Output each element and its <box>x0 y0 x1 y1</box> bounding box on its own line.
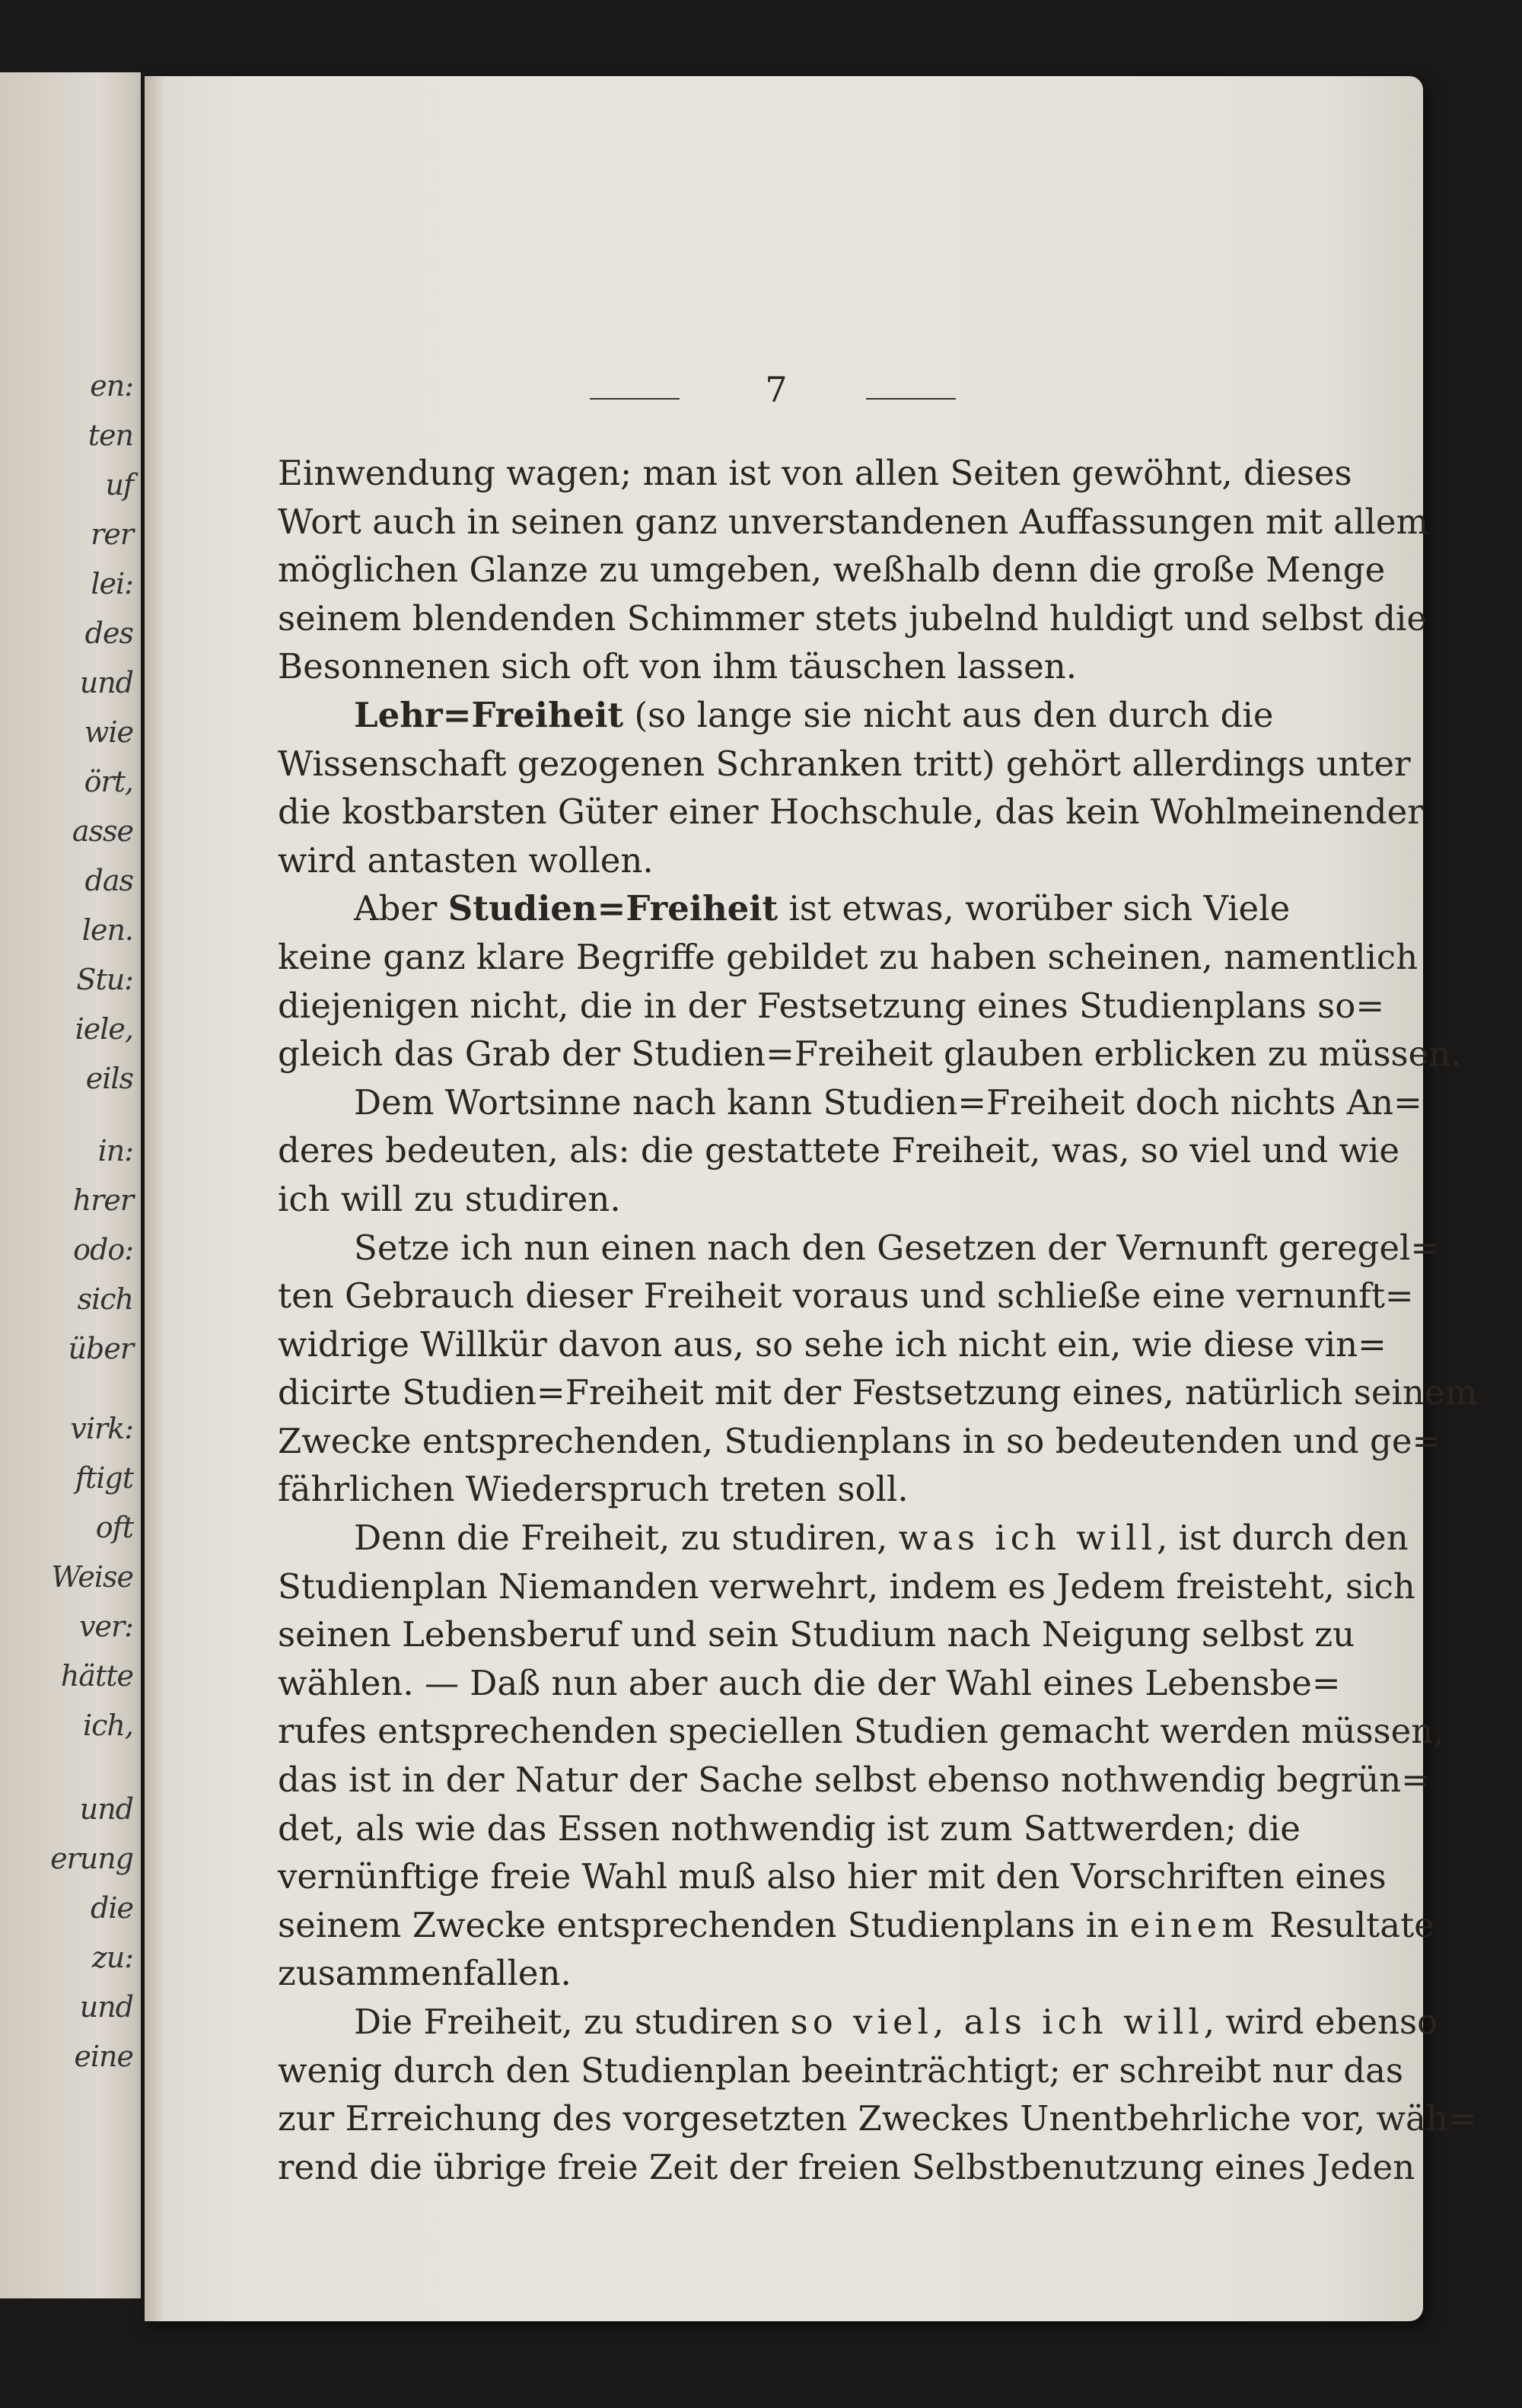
margin-fragment: des <box>84 616 133 650</box>
text-line: vernünftige freie Wahl muß also hier mit den Vorschriften eines <box>278 1856 1387 1897</box>
text-line: die kostbarsten Güter einer Hochschule, das kein Wohlmeinender <box>278 792 1424 833</box>
margin-fragment: eine <box>74 2040 133 2073</box>
margin-fragment: in: <box>97 1134 133 1167</box>
header-rule-left <box>590 398 680 400</box>
margin-fragment: en: <box>90 369 133 403</box>
margin-fragment: sich <box>77 1282 133 1316</box>
margin-fragment: iele, <box>75 1012 133 1046</box>
text-line: Zwecke entsprechenden, Studienplans in so bedeutenden und ge= <box>278 1420 1441 1461</box>
margin-fragment: und <box>79 1990 133 2024</box>
margin-fragment: wie <box>84 715 133 749</box>
margin-fragment: odo: <box>73 1233 133 1266</box>
margin-fragment: ver: <box>79 1610 133 1643</box>
margin-fragment: hrer <box>72 1183 133 1217</box>
text-line: gleich das Grab der Studien=Freiheit glauben erblicken zu müssen. <box>278 1034 1462 1075</box>
text-line: det, als wie das Essen nothwendig ist zum Sattwerden; die <box>278 1808 1301 1849</box>
page-header <box>145 369 1423 415</box>
spaced-emphasis: so viel, als ich will <box>790 2002 1204 2042</box>
text-line: fährlichen Wiederspruch treten soll. <box>278 1469 909 1510</box>
text-line: ich will zu studiren. <box>278 1178 621 1219</box>
text-line: das ist in der Natur der Sache selbst ebenso nothwendig begrün= <box>278 1760 1430 1801</box>
text-line: wählen. — Daß nun aber auch die der Wahl eines Lebensbe= <box>278 1662 1341 1703</box>
text-line: möglichen Glanze zu umgeben, weßhalb denn die große Menge <box>278 549 1386 591</box>
margin-fragment: ich, <box>83 1709 133 1742</box>
text-line: deres bedeuten, als: die gestattete Freiheit, was, so viel und wie <box>278 1130 1400 1171</box>
text-line: Studienplan Niemanden verwehrt, indem es Jedem freisteht, sich <box>278 1566 1415 1607</box>
margin-fragment: hätte <box>60 1659 133 1693</box>
text-line: seinen Lebensberuf und sein Studium nach Neigung selbst zu <box>278 1614 1355 1655</box>
text-line: seinem blendenden Schimmer stets jubelnd huldigt und selbst die <box>278 597 1428 639</box>
margin-fragment: erung <box>50 1842 133 1875</box>
margin-fragment: oft <box>95 1511 133 1544</box>
margin-fragment: lei: <box>91 567 133 600</box>
text-line: zur Erreichung des vorgesetzten Zweckes Unentbehrliche vor, wäh= <box>278 2098 1477 2139</box>
previous-page-edge <box>0 72 141 2298</box>
spaced-emphasis: einem <box>1129 1904 1259 1945</box>
text-line: zusammenfallen. <box>278 1953 572 1994</box>
text-line: wird antasten wollen. <box>278 839 654 881</box>
text-line: Wissenschaft gezogenen Schranken tritt) gehört allerdings unter <box>278 743 1411 784</box>
margin-fragment: rer <box>91 518 133 551</box>
text-line: keine ganz klare Begriffe gebildet zu haben scheinen, namentlich <box>278 936 1419 977</box>
spaced-emphasis: was ich will <box>898 1518 1157 1559</box>
margin-fragment: ört, <box>84 765 133 798</box>
margin-fragment: und <box>79 666 133 699</box>
text-line: wenig durch den Studienplan beeinträchtigt; er schreibt nur das <box>278 2050 1404 2091</box>
text-line: Einwendung wagen; man ist von allen Seiten gewöhnt, dieses <box>278 453 1352 493</box>
emphasis-term: Studien=Freiheit <box>447 888 779 929</box>
margin-fragment: virk: <box>70 1412 133 1445</box>
text-line: dicirte Studien=Freiheit mit der Festsetzung eines, natürlich seinem <box>278 1372 1478 1413</box>
margin-fragment: Stu: <box>76 963 133 996</box>
margin-fragment: uf <box>105 468 133 502</box>
text-line: seinem Zwecke entsprechenden Studienplans in einem Resultate <box>278 1904 1434 1945</box>
margin-fragment: ftigt <box>75 1461 133 1495</box>
margin-fragment: ten <box>88 419 133 452</box>
margin-fragment: das <box>84 864 133 897</box>
margin-fragment: len. <box>81 913 133 947</box>
margin-fragment: und <box>79 1792 133 1826</box>
margin-fragment: asse <box>72 814 133 848</box>
book-page <box>145 76 1478 2321</box>
text-line: Besonnenen sich oft von ihm täuschen lassen. <box>278 646 1078 687</box>
text-line: rufes entsprechenden speciellen Studien gemacht werden müssen, <box>278 1711 1444 1752</box>
text-line: Aber Studien=Freiheit ist etwas, worüber sich Viele <box>354 888 1291 929</box>
text-line: rend die übrige freie Zeit der freien Selbstbenutzung eines Jeden <box>278 2146 1415 2187</box>
text-line: Die Freiheit, zu studiren so viel, als ich will, wird ebenso <box>354 2002 1438 2042</box>
text-line: Setze ich nun einen nach den Gesetzen der Vernunft geregel= <box>354 1227 1440 1268</box>
text-line: ten Gebrauch dieser Freiheit voraus und schließe eine vernunft= <box>278 1276 1414 1317</box>
header-rule-right <box>866 398 956 400</box>
text-line: widrige Willkür davon aus, so sehe ich nicht ein, wie diese vin= <box>278 1323 1387 1365</box>
text-line: Lehr=Freiheit (so lange sie nicht aus den durch die <box>354 694 1274 735</box>
margin-fragment: zu: <box>91 1941 133 1974</box>
emphasis-term: Lehr=Freiheit <box>354 694 624 735</box>
margin-fragment: über <box>68 1332 133 1365</box>
text-line: Dem Wortsinne nach kann Studien=Freiheit doch nichts An= <box>354 1081 1422 1123</box>
margin-fragment: Weise <box>51 1560 133 1594</box>
margin-fragment: eils <box>85 1062 133 1095</box>
margin-fragment: die <box>91 1891 133 1925</box>
text-line: Wort auch in seinen ganz unverstandenen Auffassungen mit allem <box>278 501 1429 542</box>
text-line: diejenigen nicht, die in der Festsetzung eines Studienplans so= <box>278 985 1385 1026</box>
body-text <box>278 449 1478 2191</box>
page-number: 7 <box>765 369 788 410</box>
text-line: Denn die Freiheit, zu studiren, was ich will, ist durch den <box>354 1518 1409 1559</box>
